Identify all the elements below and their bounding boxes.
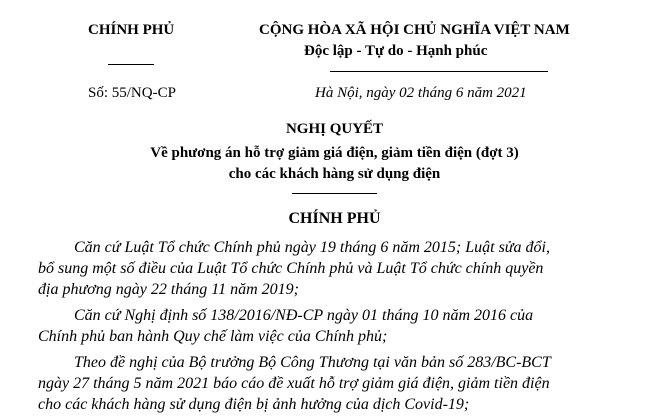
national-title: CỘNG HÒA XÃ HỘI CHỦ NGHĨA VIỆT NAM bbox=[259, 22, 570, 38]
legal-basis-paragraph-1 bbox=[38, 237, 633, 300]
issuer-underline bbox=[108, 64, 154, 65]
paragraph-line: bổ sung một số điều của Luật Tổ chức Chính phủ và Luật Tổ chức chính quyền bbox=[38, 260, 544, 277]
document-subject-line-2: cho các khách hàng sử dụng điện bbox=[228, 166, 441, 182]
document-subject-line-1: Về phương án hỗ trợ giảm giá điện, giảm tiền điện (đợt 3) bbox=[150, 145, 519, 161]
motto-underline bbox=[330, 71, 548, 72]
paragraph-line: địa phương ngày 22 tháng 11 năm 2019; bbox=[38, 281, 299, 298]
paragraph-line: Căn cứ Nghị định số 138/2016/NĐ-CP ngày 01 tháng 10 năm 2016 của bbox=[74, 307, 534, 324]
legal-basis-paragraph-2 bbox=[38, 305, 633, 347]
document-number: Số: 55/NQ-CP bbox=[88, 85, 176, 101]
paragraph-line: cho các khách hàng sử dụng điện bị ảnh hưởng của dịch Covid-19; bbox=[38, 396, 470, 413]
paragraph-line: ngày 27 tháng 5 năm 2021 báo cáo đề xuất hỗ trợ giảm giá điện, giảm tiền điện bbox=[38, 375, 550, 392]
issuing-authority-heading: CHÍNH PHỦ bbox=[288, 210, 381, 227]
national-motto: Độc lập - Tự do - Hạnh phúc bbox=[304, 43, 488, 59]
document-type: NGHỊ QUYẾT bbox=[285, 121, 384, 137]
legal-basis-paragraph-3 bbox=[38, 352, 633, 415]
place-and-date: Hà Nội, ngày 02 tháng 6 năm 2021 bbox=[315, 85, 527, 101]
paragraph-line: Theo đề nghị của Bộ trưởng Bộ Công Thương tại văn bản số 283/BC-BCT bbox=[74, 354, 551, 371]
issuer-name: CHÍNH PHỦ bbox=[88, 22, 175, 38]
paragraph-line: Căn cứ Luật Tổ chức Chính phủ ngày 19 tháng 6 năm 2015; Luật sửa đổi, bbox=[74, 239, 550, 256]
paragraph-line: Chính phủ ban hành Quy chế làm việc của Chính phủ; bbox=[38, 328, 388, 345]
title-underline bbox=[292, 193, 377, 194]
